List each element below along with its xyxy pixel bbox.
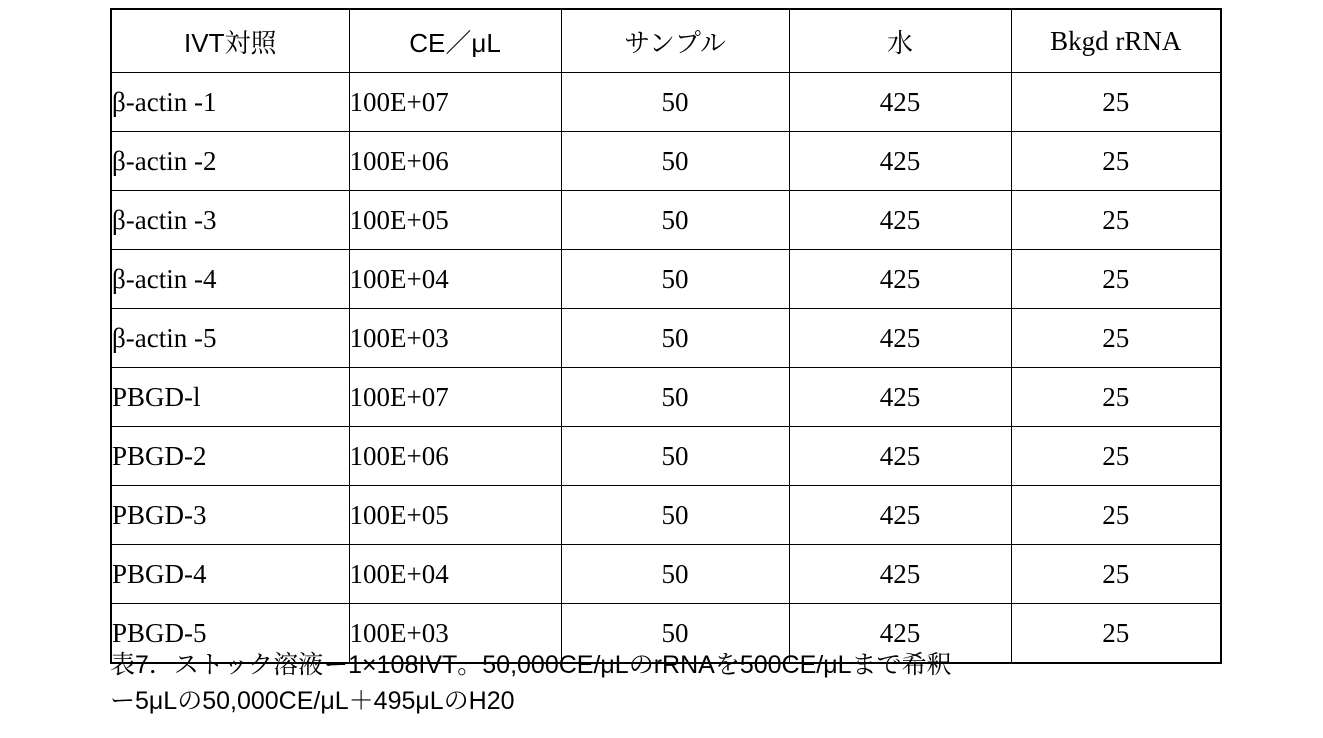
cell-ivt-control: β-actin -4 (111, 250, 349, 309)
cell-bkgd: 25 (1011, 73, 1221, 132)
cell-bkgd: 25 (1011, 368, 1221, 427)
cell-water: 425 (789, 545, 1011, 604)
cell-ce: 100E+06 (349, 132, 561, 191)
cell-bkgd: 25 (1011, 486, 1221, 545)
cell-sample: 50 (561, 132, 789, 191)
column-header-bkgd-rrna: Bkgd rRNA (1011, 9, 1221, 73)
table-row (111, 132, 1221, 191)
column-header-ce-per-ul: CE／μL (349, 9, 561, 73)
table-row (111, 191, 1221, 250)
cell-ce: 100E+04 (349, 250, 561, 309)
table-container (110, 8, 1220, 664)
cell-sample: 50 (561, 191, 789, 250)
cell-bkgd: 25 (1011, 250, 1221, 309)
cell-bkgd: 25 (1011, 132, 1221, 191)
cell-ce: 100E+03 (349, 309, 561, 368)
cell-water: 425 (789, 73, 1011, 132)
cell-ivt-control: β-actin -3 (111, 191, 349, 250)
cell-ivt-control: β-actin -1 (111, 73, 349, 132)
cell-sample: 50 (561, 486, 789, 545)
cell-ce: 100E+07 (349, 368, 561, 427)
caption-line-2: ー5μLの50,000CE/μL＋495μLのH20 (110, 686, 515, 715)
table-row (111, 368, 1221, 427)
cell-water: 425 (789, 191, 1011, 250)
caption-line-1: 表7．ストック溶液ー1×108IVT。50,000CE/μLのrRNAを500CE/μLまで希釈 (110, 651, 952, 679)
cell-water: 425 (789, 427, 1011, 486)
table-header-row (111, 9, 1221, 73)
cell-sample: 50 (561, 604, 789, 664)
cell-ivt-control: PBGD-4 (111, 545, 349, 604)
cell-ce: 100E+07 (349, 73, 561, 132)
column-header-water: 水 (789, 9, 1011, 73)
cell-sample: 50 (561, 309, 789, 368)
cell-ce: 100E+03 (349, 604, 561, 664)
cell-ce: 100E+05 (349, 486, 561, 545)
cell-ce: 100E+04 (349, 545, 561, 604)
table-row (111, 427, 1221, 486)
cell-water: 425 (789, 368, 1011, 427)
cell-bkgd: 25 (1011, 427, 1221, 486)
cell-ce: 100E+05 (349, 191, 561, 250)
cell-ivt-control: PBGD-2 (111, 427, 349, 486)
table-caption (110, 648, 1240, 719)
table-row (111, 250, 1221, 309)
cell-ivt-control: PBGD-3 (111, 486, 349, 545)
cell-ivt-control: PBGD-l (111, 368, 349, 427)
table-row (111, 486, 1221, 545)
cell-bkgd: 25 (1011, 309, 1221, 368)
cell-water: 425 (789, 250, 1011, 309)
cell-bkgd: 25 (1011, 191, 1221, 250)
table-row (111, 545, 1221, 604)
cell-bkgd: 25 (1011, 604, 1221, 664)
cell-sample: 50 (561, 545, 789, 604)
cell-water: 425 (789, 604, 1011, 664)
cell-ivt-control: β-actin -5 (111, 309, 349, 368)
cell-water: 425 (789, 309, 1011, 368)
cell-ce: 100E+06 (349, 427, 561, 486)
cell-sample: 50 (561, 427, 789, 486)
column-header-sample: サンプル (561, 9, 789, 73)
table-header (111, 9, 1221, 73)
cell-ivt-control: PBGD-5 (111, 604, 349, 664)
cell-sample: 50 (561, 73, 789, 132)
cell-water: 425 (789, 486, 1011, 545)
cell-sample: 50 (561, 368, 789, 427)
table-body (111, 73, 1221, 664)
cell-water: 425 (789, 132, 1011, 191)
table-row (111, 309, 1221, 368)
cell-bkgd: 25 (1011, 545, 1221, 604)
column-header-ivt-control: IVT対照 (111, 9, 349, 73)
table-row (111, 73, 1221, 132)
cell-ivt-control: β-actin -2 (111, 132, 349, 191)
ivt-control-table (110, 8, 1222, 664)
cell-sample: 50 (561, 250, 789, 309)
